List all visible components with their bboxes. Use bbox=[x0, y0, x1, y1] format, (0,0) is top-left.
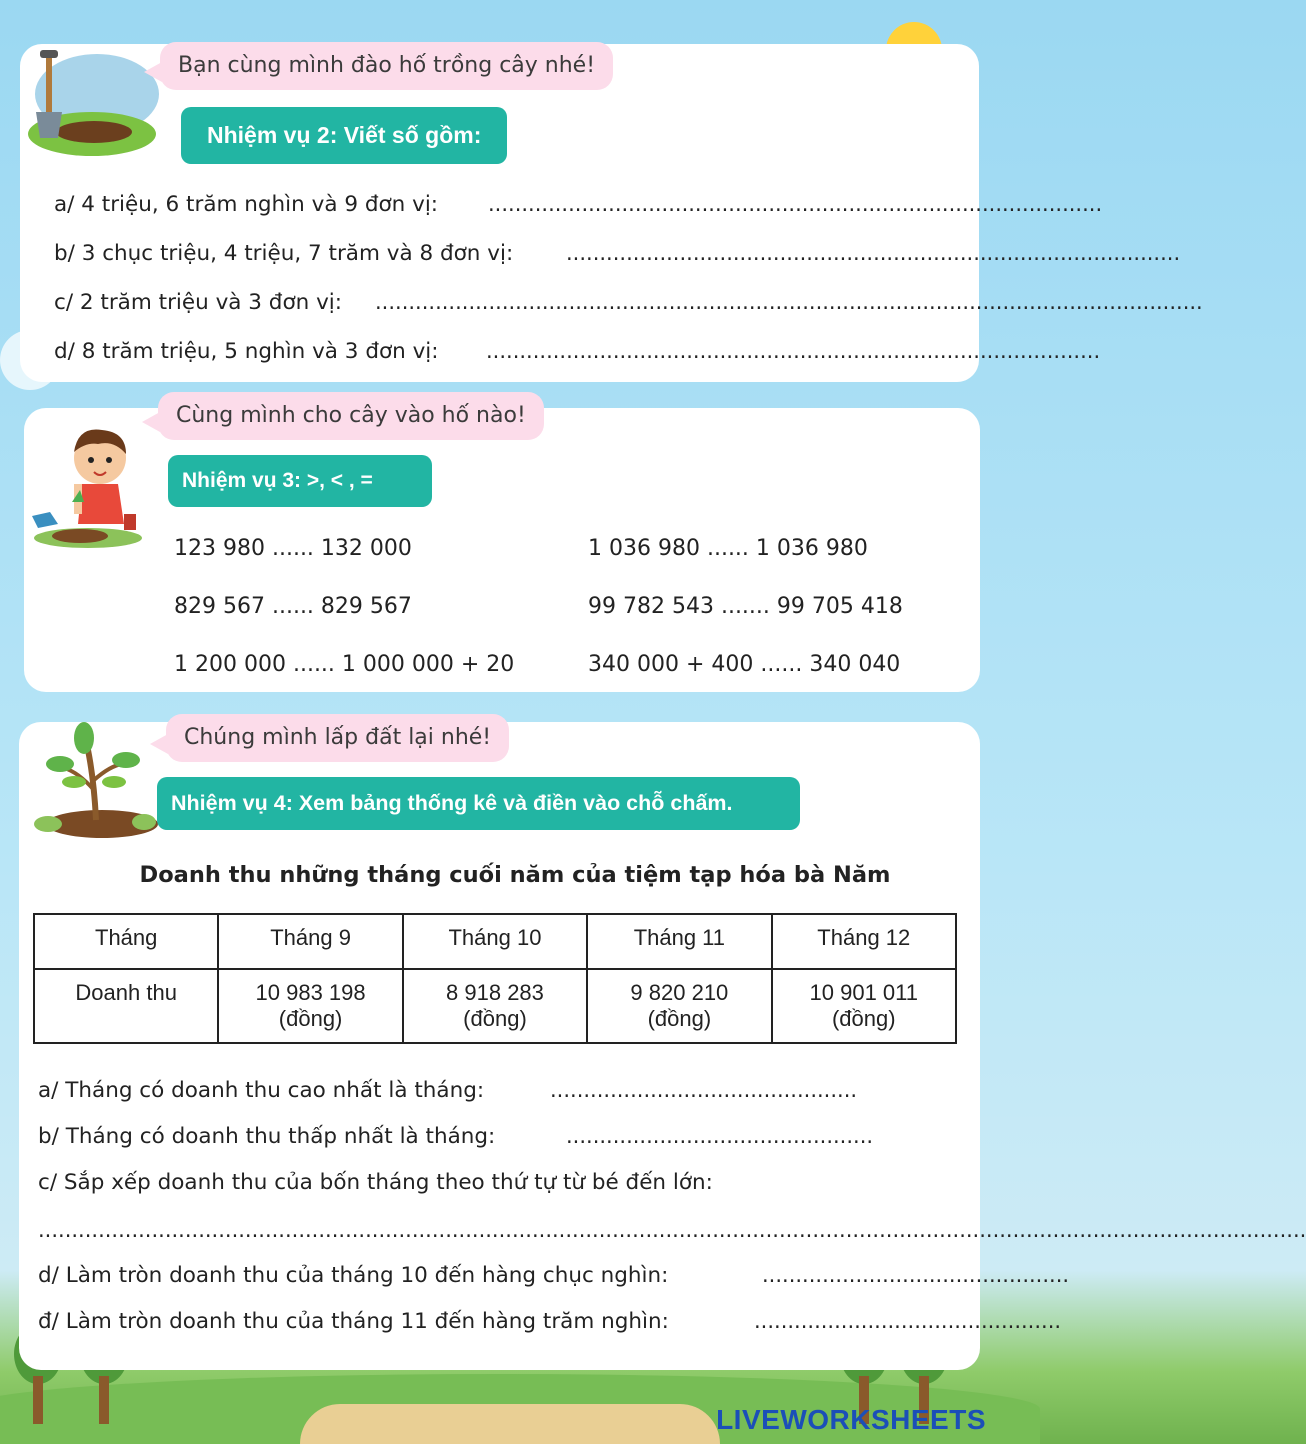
comparison-1[interactable]: 123 980 ...... 132 000 bbox=[174, 536, 412, 561]
speech-bubble: Chúng mình lấp đất lại nhé! bbox=[166, 714, 509, 762]
comparison-6[interactable]: 340 000 + 400 ...... 340 040 bbox=[588, 652, 901, 677]
table-header-cell: Tháng 10 bbox=[403, 914, 587, 969]
revenue-unit: (đồng) bbox=[463, 1006, 527, 1031]
revenue-table bbox=[33, 913, 957, 1044]
revenue-unit: (đồng) bbox=[278, 1006, 343, 1031]
task4-title: Nhiệm vụ 4: Xem bảng thống kê và điền vào chỗ chấm. bbox=[157, 777, 800, 830]
revenue-unit: (đồng) bbox=[647, 1006, 712, 1031]
answer-field-q-b[interactable]: .............................................. bbox=[566, 1124, 874, 1148]
task2-item-d: d/ 8 trăm triệu, 5 nghìn và 3 đơn vị: bbox=[54, 339, 439, 364]
task3-title: Nhiệm vụ 3: >, < , = bbox=[168, 455, 432, 507]
table-cell bbox=[218, 969, 402, 1043]
question-dd: đ/ Làm tròn doanh thu của tháng 11 đến hàng trăm nghìn: bbox=[38, 1309, 669, 1334]
answer-field-d[interactable]: ............................................................................................ bbox=[486, 339, 1101, 363]
table-header-cell: Tháng bbox=[34, 914, 218, 969]
comparison-4[interactable]: 99 782 543 ....... 99 705 418 bbox=[588, 594, 903, 619]
table-cell bbox=[587, 969, 771, 1043]
task2-item-c: c/ 2 trăm triệu và 3 đơn vị: bbox=[54, 290, 343, 315]
dirt-path bbox=[300, 1404, 720, 1444]
answer-field-q-a[interactable]: .............................................. bbox=[550, 1078, 858, 1102]
comparison-3[interactable]: 829 567 ...... 829 567 bbox=[174, 594, 412, 619]
table-title: Doanh thu những tháng cuối năm của tiệm tạp hóa bà Năm bbox=[139, 862, 891, 888]
table-row bbox=[34, 914, 956, 969]
speech-bubble: Cùng mình cho cây vào hố nào! bbox=[158, 392, 544, 440]
question-d: d/ Làm tròn doanh thu của tháng 10 đến hàng chục nghìn: bbox=[38, 1263, 669, 1288]
task2-item-a: a/ 4 triệu, 6 trăm nghìn và 9 đơn vị: bbox=[54, 192, 439, 217]
table-row-label: Doanh thu bbox=[34, 969, 218, 1043]
revenue-value: 10 901 011 bbox=[809, 980, 919, 1005]
revenue-value: 10 983 198 bbox=[255, 980, 366, 1005]
table-cell bbox=[403, 969, 587, 1043]
table-header-cell: Tháng 11 bbox=[587, 914, 771, 969]
revenue-value: 9 820 210 bbox=[630, 980, 729, 1005]
revenue-unit: (đồng) bbox=[831, 1006, 896, 1031]
shovel-hole-icon bbox=[22, 46, 162, 166]
answer-field-c[interactable]: ............................................................................................................................ bbox=[375, 290, 1203, 314]
answer-field-q-d[interactable]: .............................................. bbox=[762, 1263, 1070, 1287]
task2-item-b: b/ 3 chục triệu, 4 triệu, 7 trăm và 8 đơn vị: bbox=[54, 241, 514, 266]
question-a: a/ Tháng có doanh thu cao nhất là tháng: bbox=[38, 1078, 485, 1103]
table-row bbox=[34, 969, 956, 1043]
sapling-icon bbox=[18, 720, 158, 840]
question-b: b/ Tháng có doanh thu thấp nhất là tháng: bbox=[38, 1124, 496, 1149]
table-header-cell: Tháng 12 bbox=[772, 914, 956, 969]
speech-bubble: Bạn cùng mình đào hố trồng cây nhé! bbox=[160, 42, 613, 90]
comparison-5[interactable]: 1 200 000 ...... 1 000 000 + 20 bbox=[174, 652, 515, 677]
boy-planting-icon bbox=[28, 418, 148, 550]
revenue-value: 8 918 283 bbox=[446, 980, 544, 1005]
answer-field-b[interactable]: ............................................................................................ bbox=[566, 241, 1181, 265]
question-c: c/ Sắp xếp doanh thu của bốn tháng theo thứ tự từ bé đến lớn: bbox=[38, 1170, 713, 1195]
table-cell bbox=[772, 969, 956, 1043]
comparison-2[interactable]: 1 036 980 ...... 1 036 980 bbox=[588, 536, 868, 561]
task2-title: Nhiệm vụ 2: Viết số gồm: bbox=[181, 107, 507, 164]
liveworksheets-logo[interactable]: LIVEWORKSHEETS bbox=[716, 1404, 986, 1435]
answer-field-q-c[interactable]: .............................................................................................................................................................................................. bbox=[38, 1218, 1306, 1242]
table-header-cell: Tháng 9 bbox=[218, 914, 402, 969]
answer-field-a[interactable]: ............................................................................................ bbox=[488, 192, 1103, 216]
answer-field-q-dd[interactable]: .............................................. bbox=[754, 1309, 1062, 1333]
